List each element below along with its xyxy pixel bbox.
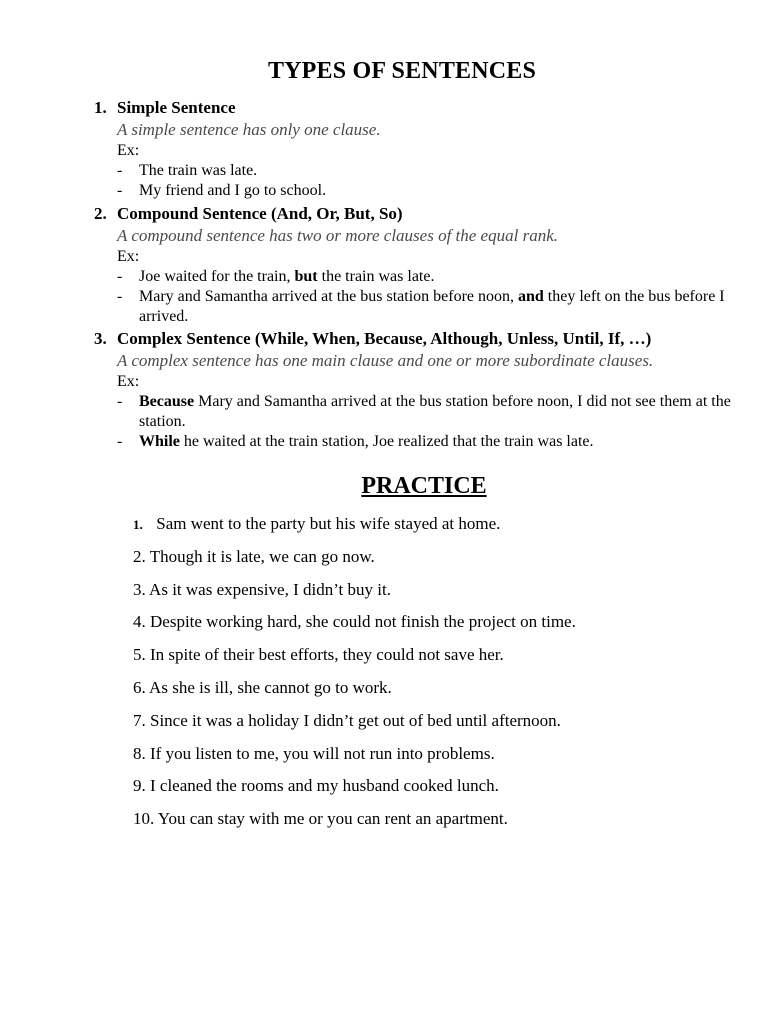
section-heading — [94, 97, 734, 118]
conjunction-keyword: While — [139, 433, 180, 450]
practice-item — [133, 808, 733, 829]
practice-item — [133, 677, 733, 698]
section-complex-sentence — [94, 328, 734, 452]
practice-sentence: Despite working hard, she could not finish the project on time. — [145, 612, 576, 632]
example-item — [117, 287, 739, 327]
practice-item — [133, 579, 733, 600]
conjunction-keyword: and — [518, 288, 544, 305]
practice-item — [133, 611, 733, 632]
practice-number: 2. — [133, 546, 146, 566]
section-definition: A simple sentence has only one clause. — [117, 120, 381, 139]
example-item — [117, 432, 739, 452]
section-heading-text: Simple Sentence — [117, 98, 236, 117]
example-text: the train was late. — [317, 268, 435, 285]
example-label: Ex: — [117, 142, 140, 159]
example-item — [117, 267, 739, 287]
example-text: My friend and I go to school. — [139, 182, 327, 199]
example-text: Mary and Samantha arrived at the bus station before noon, — [139, 288, 518, 305]
practice-number: 9. — [133, 776, 146, 796]
practice-sentence: In spite of their best efforts, they could not save her. — [145, 645, 504, 665]
bullet-dash: - — [117, 433, 123, 450]
practice-number: 6. — [133, 677, 146, 697]
section-number: 1. — [94, 98, 107, 117]
section-number: 2. — [94, 204, 107, 223]
section-heading-text: Compound Sentence (And, Or, But, So) — [117, 204, 403, 223]
example-text: Mary and Samantha arrived at the bus station before noon, I did not see them at the station. — [139, 393, 731, 430]
section-compound-sentence — [94, 203, 734, 327]
section-definition: A compound sentence has two or more clauses of the equal rank. — [117, 226, 558, 245]
example-text: he waited at the train station, Joe realized that the train was late. — [179, 433, 594, 450]
practice-number: 5. — [133, 645, 146, 665]
practice-number: 10. — [133, 809, 155, 829]
example-text: they left on the bus before I arrived. — [139, 288, 725, 325]
section-heading-text: Complex Sentence (While, When, Because, Although, Unless, Until, If, …) — [117, 329, 652, 348]
practice-item — [133, 546, 733, 567]
section-number: 3. — [94, 329, 107, 348]
practice-sentence: You can stay with me or you can rent an apartment. — [154, 809, 508, 829]
bullet-dash: - — [117, 182, 123, 199]
practice-sentence: As it was expensive, I didn’t buy it. — [145, 579, 391, 599]
section-definition: A complex sentence has one main clause and one or more subordinate clauses. — [117, 351, 654, 370]
practice-sentence: Sam went to the party but his wife stayed at home. — [152, 514, 501, 533]
practice-list — [133, 513, 733, 841]
practice-heading: PRACTICE — [361, 473, 487, 499]
practice-sentence: I cleaned the rooms and my husband cooked lunch. — [145, 776, 499, 796]
example-item — [117, 392, 739, 432]
example-label: Ex: — [117, 373, 140, 390]
practice-number: 1. — [133, 517, 143, 532]
example-text: Joe waited for the train, — [139, 268, 295, 285]
bullet-dash: - — [117, 162, 123, 179]
practice-sentence: If you listen to me, you will not run into problems. — [145, 743, 495, 763]
conjunction-keyword: but — [294, 268, 318, 285]
practice-item — [133, 775, 733, 796]
practice-sentence: As she is ill, she cannot go to work. — [145, 677, 392, 697]
practice-item — [133, 743, 733, 764]
section-heading — [94, 203, 734, 224]
practice-item — [133, 710, 733, 731]
example-item — [117, 181, 739, 201]
example-label: Ex: — [117, 248, 140, 265]
page-title: TYPES OF SENTENCES — [267, 58, 537, 84]
practice-number: 3. — [133, 579, 146, 599]
example-item — [117, 161, 739, 181]
practice-sentence: Since it was a holiday I didn’t get out of bed until afternoon. — [145, 710, 561, 730]
practice-sentence: Though it is late, we can go now. — [145, 546, 375, 566]
example-text: The train was late. — [139, 162, 258, 179]
bullet-dash: - — [117, 268, 123, 285]
section-heading — [94, 328, 734, 349]
bullet-dash: - — [117, 393, 123, 410]
practice-number: 4. — [133, 612, 146, 632]
practice-number: 8. — [133, 743, 146, 763]
practice-item — [133, 513, 733, 534]
practice-item — [133, 644, 733, 665]
section-simple-sentence — [94, 97, 734, 201]
bullet-dash: - — [117, 288, 123, 305]
conjunction-keyword: Because — [139, 393, 195, 410]
practice-number: 7. — [133, 710, 146, 730]
